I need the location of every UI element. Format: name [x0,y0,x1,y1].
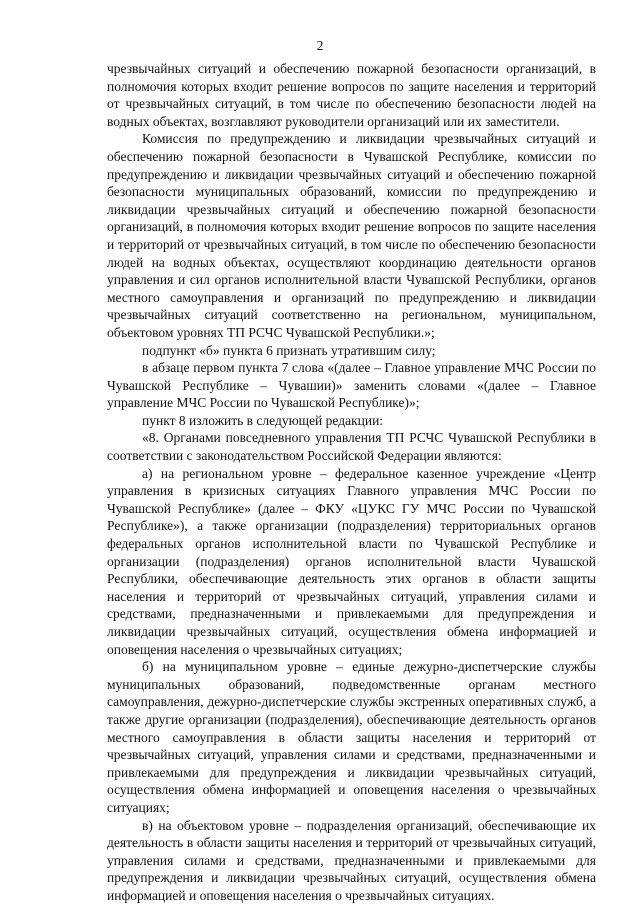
paragraph: в абзаце первом пункта 7 слова «(далее – Главное управление МЧС России по Чувашской Республике – Чувашии)» заменить словами «(далее – Главное управление МЧС России по Чувашской Республике)»; [107,360,596,411]
paragraph: Комиссия по предупреждению и ликвидации чрезвычайных ситуаций и обеспечению пожарной безопасности в Чувашской Республике, комиссии по предупреждению и ликвидации чрезвычайных ситуаций и обеспечению пожарной безопасности муниципальных образований, комиссии по предупреждению и ликвидации чрезвычайных ситуаций и обеспечению пожарной безопасности организаций, в полномочия которых входит решение вопросов по защите населения и территорий от чрезвычайных ситуаций, в том числе по обеспечению безопасности людей на водных объектах, осуществляют координацию деятельности органов управления и сил органов исполнительной власти Чувашской Республики, органов местного самоуправления и организаций по предупреждению и ликвидации чрезвычайных ситуаций соответственно на региональном, муниципальном, объектовом уровнях ТП РСЧС Чувашской Республики.»; [107,131,596,340]
paragraph: подпункт «б» пункта 6 признать утратившим силу; [142,342,436,358]
page-number: 2 [316,38,324,53]
paragraph: б) на муниципальном уровне – единые дежурно-диспетчерские службы муниципальных образований, подведомственные органам местного самоуправления, дежурно-диспетчерские службы экстренных оперативных служб, а также другие организации (подразделения), обеспечивающие деятельность органов местного самоуправления в области защиты населения и территорий от чрезвычайных ситуаций, управления силами и средствами, предназначенными и привлекаемыми для предупреждения и ликвидации чрезвычайных ситуаций, осуществления обмена информацией и оповещения населения о чрезвычайных ситуациях; [107,659,596,815]
paragraph: а) на региональном уровне – федеральное казенное учреждение «Центр управления в кризисных ситуациях Главного управления МЧС России по Чувашской Республике» (далее – ФКУ «ЦУКС ГУ МЧС России по Чувашской Республике»), а также организации (подразделения) территориальных органов федеральных органов исполнительной власти по Чувашской Республике и организации (подразделения) органов исполнительной власти Чувашской Республики, обеспечивающие деятельность этих органов в области защиты населения и территорий от чрезвычайных ситуаций, управления силами и средствами, предназначенными и привлекаемыми для предупреждения и ликвидации чрезвычайных ситуаций, осуществления обмена информацией и оповещения населения о чрезвычайных ситуациях; [107,465,596,657]
paragraph: «8. Органами повседневного управления ТП РСЧС Чувашской Республики в соответствии с законодательством Российской Федерации являются: [107,430,596,464]
paragraph: чрезвычайных ситуаций и обеспечению пожарной безопасности организаций, в полномочия которых входит решение вопросов по защите населения и территорий от чрезвычайных ситуаций, в том числе по обеспечению безопасности людей на водных объектах, возглавляют руководители организаций или их заместители. [107,61,596,129]
document-body [107,60,596,905]
paragraph: пункт 8 изложить в следующей редакции: [142,412,384,428]
paragraph: в) на объектовом уровне – подразделения организаций, обеспечивающие их деятельность в области защиты населения и территорий от чрезвычайных ситуаций, управления силами и средствами, предназначенными и привлекаемыми для предупреждения и ликвидации чрезвычайных ситуаций, осуществления обмена информацией и оповещения населения о чрезвычайных ситуациях. [107,817,596,903]
